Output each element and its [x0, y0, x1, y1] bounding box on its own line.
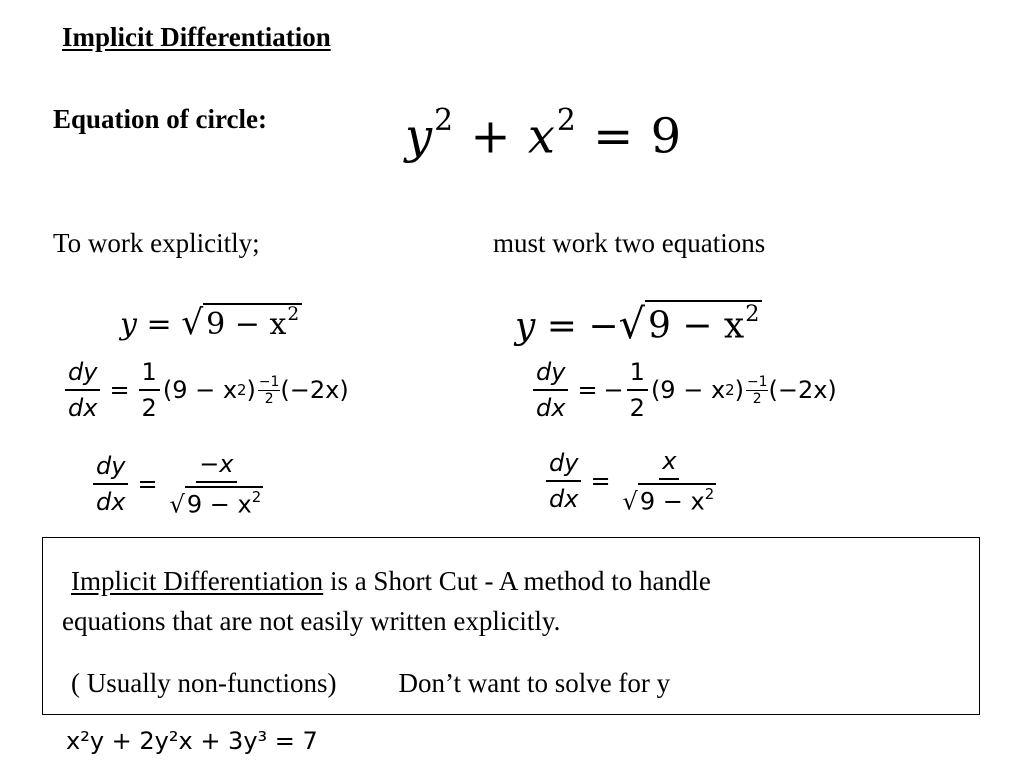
right-derivative-step1: $\frac{dy}{dx}$ = − $\frac{1}{2}$ (9 − x 2 ) −1 2 (−2x) [530, 358, 837, 422]
circle-eq-y: y [405, 108, 434, 165]
right-sqrt-radicand: 9 − x [647, 306, 745, 347]
right-derivative-result: $\frac{dy}{dx}$ = $\frac{x}{√9 - x^2}$ [543, 447, 722, 515]
circle-eq-x: x [527, 108, 556, 165]
right-sqrt-equation: $y = -√9 - x^2$ [515, 300, 762, 348]
left-sqrt-lhs: y [120, 307, 137, 342]
left-d1-exponent: −1 2 [258, 373, 280, 407]
circle-eq-x-exp: 2 [556, 103, 577, 138]
left-d1-coef: $\frac{1}{2}$ [139, 358, 160, 422]
left-d2-dydx: $\frac{dy}{dx}$ [93, 452, 128, 516]
circle-eq-y-exp: 2 [434, 103, 455, 138]
left-derivative-step1: $\frac{dy}{dx}$ = $\frac{1}{2}$ (9 − x 2 ) −1 2 (−2x) [62, 358, 349, 422]
two-equations-label: must work two equations [493, 228, 766, 258]
left-d1-dydx: $\frac{dy}{dx}$ [65, 358, 100, 422]
definition-line-3 [71, 668, 670, 699]
left-d1-base: (9 − x [162, 376, 238, 404]
right-d1-dydx: $\frac{dy}{dx}$ [533, 358, 568, 422]
right-sqrt-exp: 2 [745, 301, 760, 328]
right-sqrt-sign: − [588, 306, 619, 347]
left-sqrt-radicand: 9 − x [206, 307, 287, 342]
final-equation [66, 727, 318, 755]
circle-eq-rhs: 9 [650, 108, 683, 165]
explicit-label: To work explicitly; [53, 228, 260, 258]
right-d1-coef: $\frac{1}{2}$ [627, 358, 648, 422]
definition-line1-rest: is a Short Cut - A method to handle [323, 566, 711, 596]
definition-line-1 [71, 566, 711, 597]
right-d2-dydx: $\frac{dy}{dx}$ [546, 449, 581, 513]
left-derivative-result: $\frac{dy}{dx}$ = $\frac{-x}{√9 - x^2}$ [90, 450, 269, 518]
left-d1-tail: (−2x) [280, 376, 349, 404]
circle-equation: $y^2 + x^2 = 9$ [405, 103, 683, 165]
left-sqrt-exp: 2 [287, 304, 300, 326]
definition-term: Implicit Differentiation [71, 566, 324, 596]
right-d1-tail: (−2x) [768, 376, 837, 404]
right-d1-exponent: −1 2 [746, 373, 768, 407]
circle-equation-label: Equation of circle: [53, 104, 267, 134]
right-d1-sign: − [603, 376, 624, 404]
right-sqrt-lhs: y [515, 306, 536, 347]
definition-note-b: Don’t want to solve for y [398, 668, 671, 698]
final-equation-text: x²y + 2y²x + 3y³ = 7 [66, 727, 318, 755]
definition-line-2: equations that are not easily written explicitly. [62, 606, 561, 636]
definition-box [42, 537, 980, 715]
page-title: Implicit Differentiation [62, 22, 331, 52]
right-d2-fraction: $\frac{x}{√9 - x^2}$ [622, 447, 715, 516]
left-d2-fraction: $\frac{-x}{√9 - x^2}$ [169, 450, 262, 519]
definition-note-a: ( Usually non-functions) [71, 668, 337, 698]
left-sqrt-equation: y = √ $9 - x^2$ [120, 303, 302, 343]
right-d1-base: (9 − x [650, 376, 726, 404]
